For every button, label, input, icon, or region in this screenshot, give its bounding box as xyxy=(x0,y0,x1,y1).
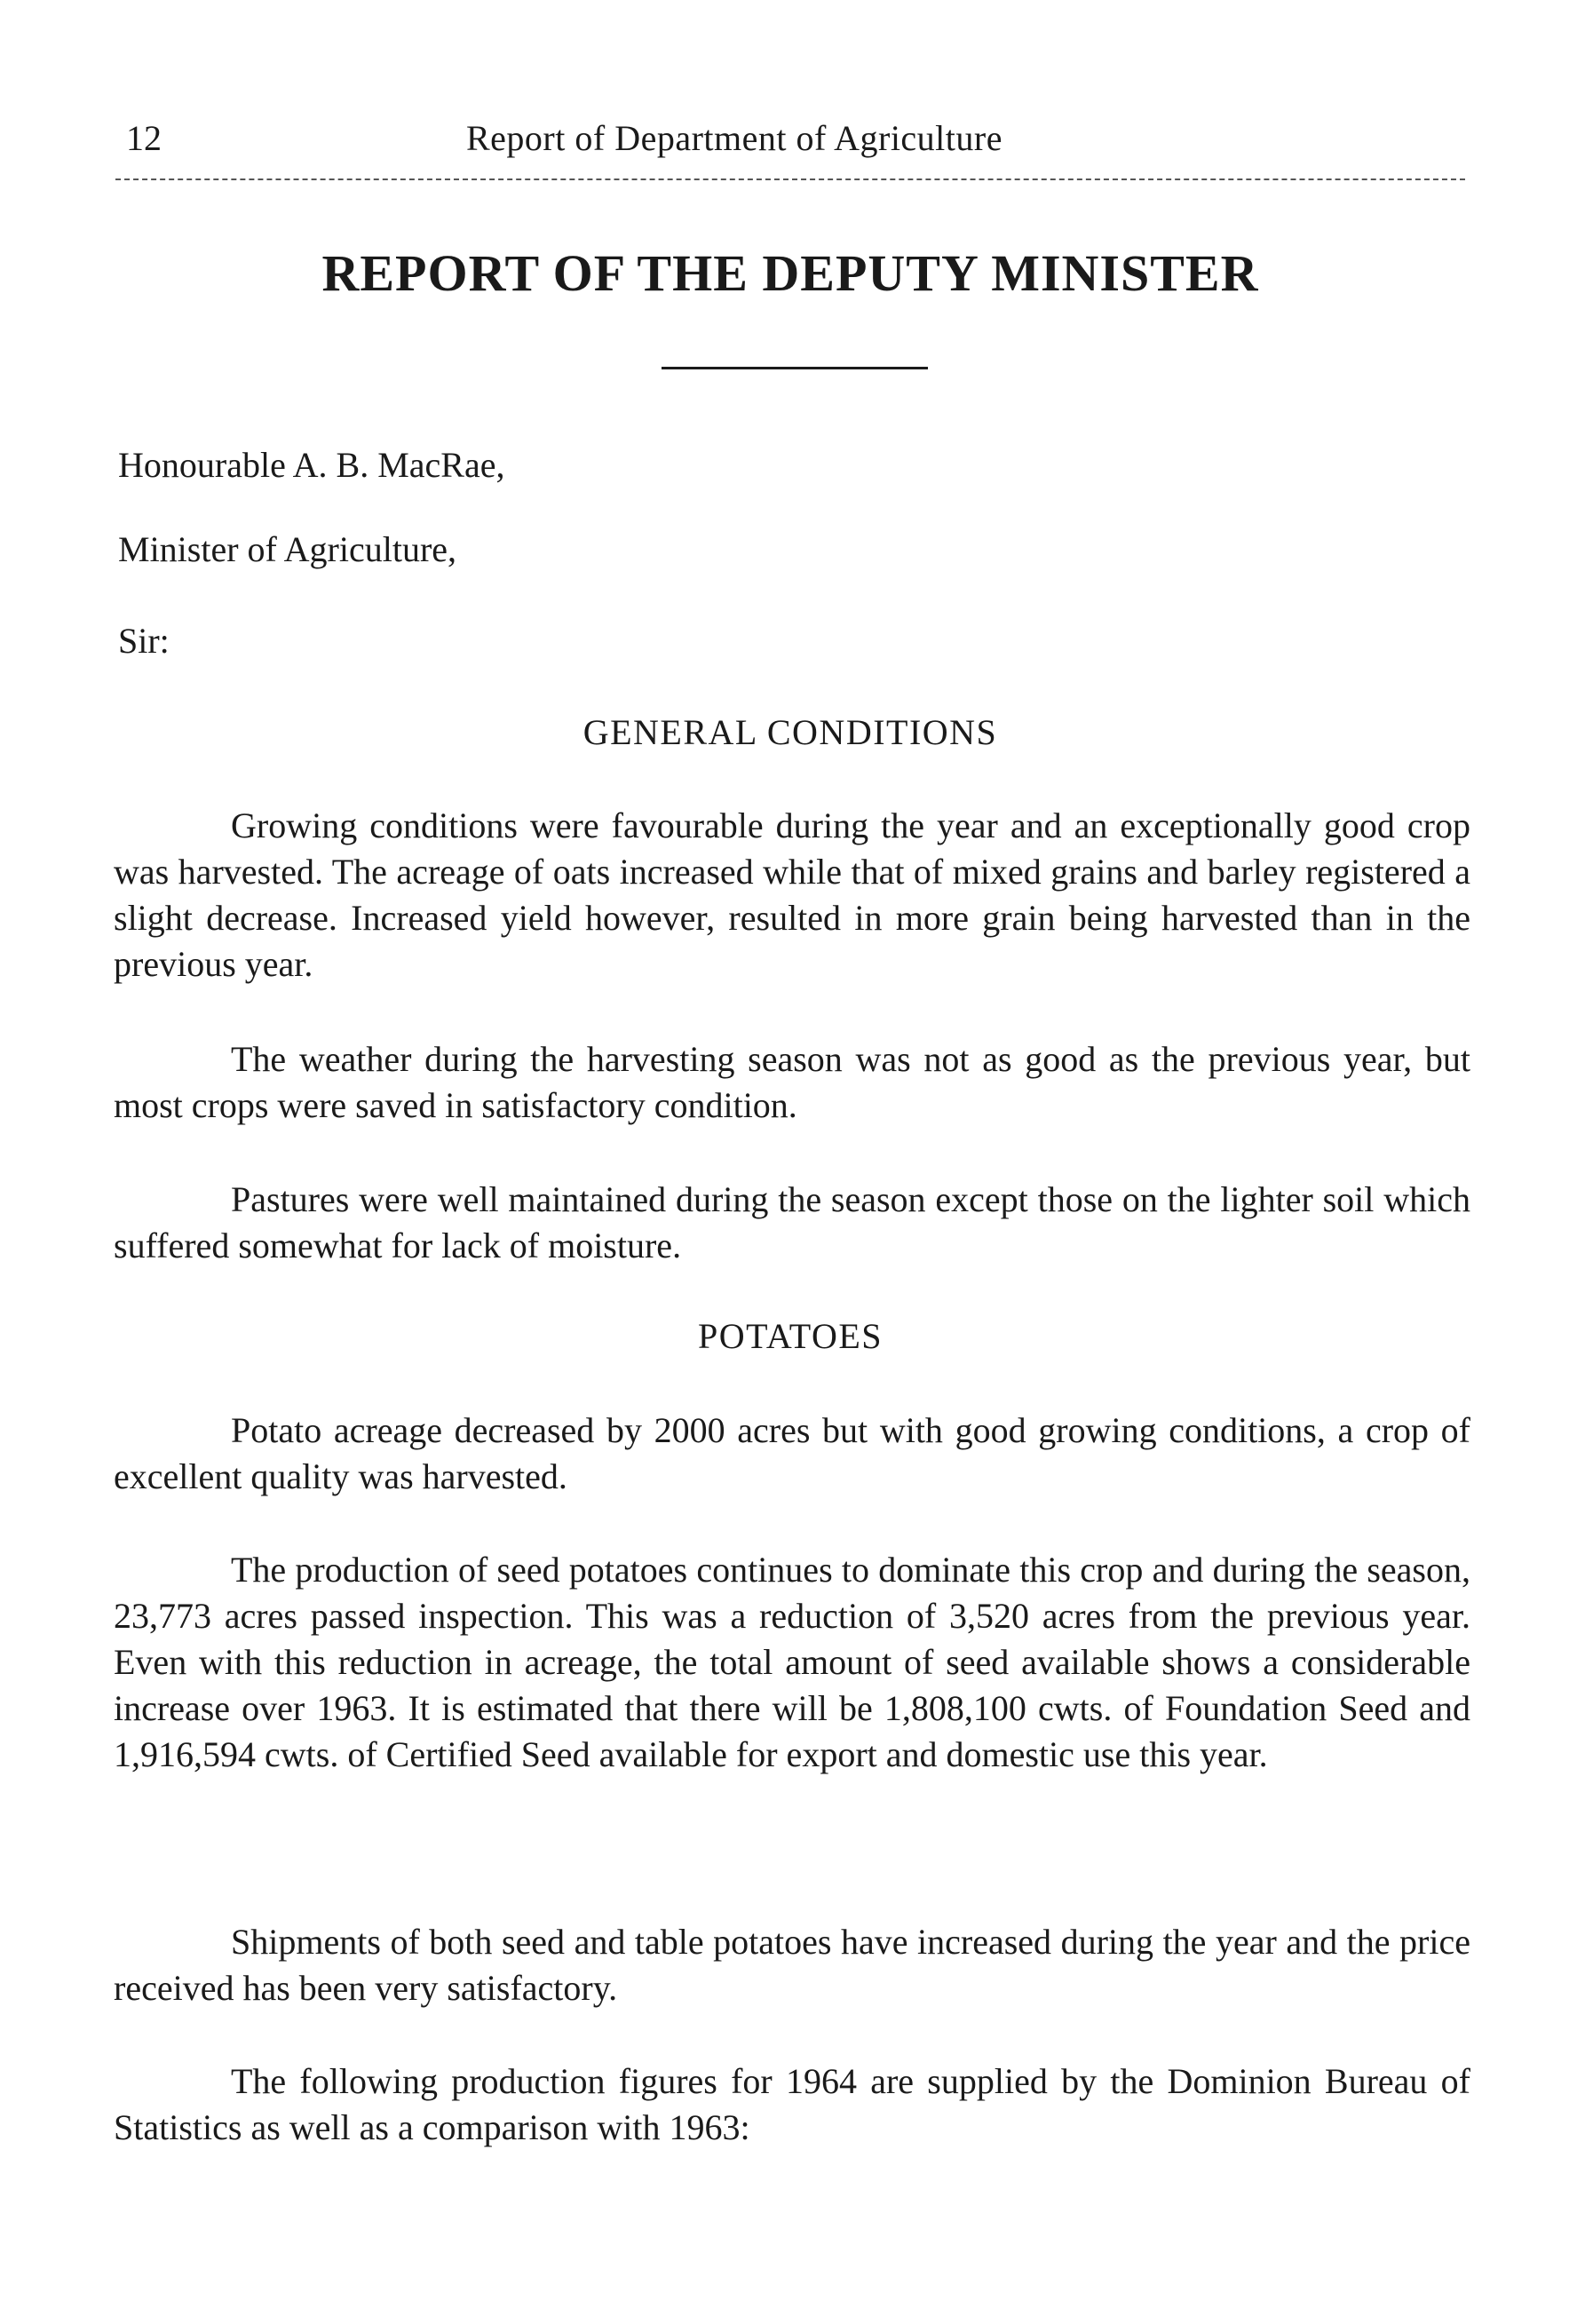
page-title: REPORT OF THE DEPUTY MINISTER xyxy=(321,244,1259,302)
paragraph-harvest-weather: The weather during the harvesting season was not as good as the previous year, but most crops were saved in satisfactory condition. xyxy=(114,1039,1470,1125)
addressee-name: Honourable A. B. MacRae, xyxy=(118,445,505,485)
paragraph-seed-potatoes: The production of seed potatoes continues to dominate this crop and during the season, 23,773 acres passed inspection. This was a reduction of 3,520 acres from the previous year. Even with this reduction in acreage, the total amount of seed available shows a considerable increase over 1963. It is estimated that there will be 1,808,100 cwts. of Foundation Seed and 1,916,594 cwts. of Certified Seed available for export and domestic use this year. xyxy=(114,1550,1470,1774)
addressee-title: Minister of Agriculture, xyxy=(118,529,457,569)
running-header xyxy=(115,114,1465,163)
header-rule xyxy=(115,178,1465,180)
paragraph-growing-conditions: Growing conditions were favourable during the year and an exceptionally good crop was harvested. The acreage of oats increased while that of mixed grains and barley registered a slight decrease. Increased yield however, resulted in more grain being harvested than in the previous year. xyxy=(114,805,1470,984)
paragraph-potato-acreage: Potato acreage decreased by 2000 acres but with good growing conditions, a crop of excellent quality was harvested. xyxy=(114,1410,1470,1496)
section-heading-potatoes: POTATOES xyxy=(697,1316,884,1356)
section-heading-general-conditions: GENERAL CONDITIONS xyxy=(582,712,998,752)
paragraph-pastures: Pastures were well maintained during the season except those on the lighter soil which suffered somewhat for lack of moisture. xyxy=(114,1179,1470,1265)
greeting: Sir: xyxy=(118,621,170,661)
paragraph-production-figures: The following production figures for 1964 are supplied by the Dominion Bureau of Statistics as well as a comparison with 1963: xyxy=(114,2061,1470,2147)
running-title: Report of Department of Agriculture xyxy=(466,118,1002,158)
page-number: 12 xyxy=(126,118,162,158)
title-rule xyxy=(662,367,928,369)
paragraph-shipments: Shipments of both seed and table potatoes have increased during the year and the price received has been very satisfactory. xyxy=(114,1922,1470,2008)
